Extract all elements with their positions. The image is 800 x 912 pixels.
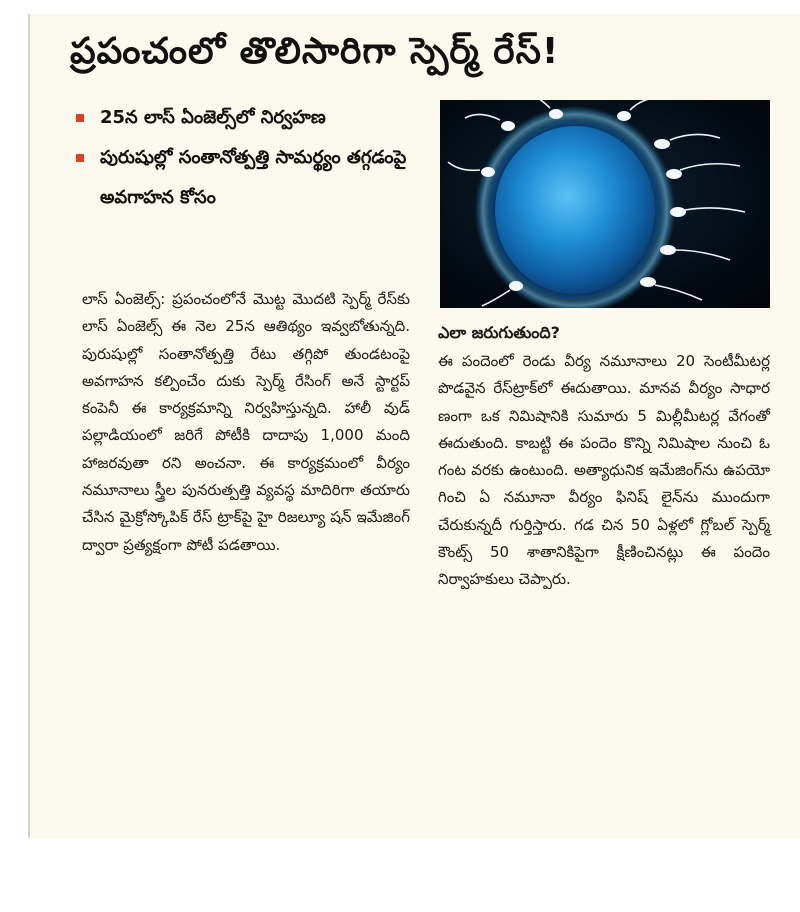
- bullet-text: పురుషుల్లో సంతానోత్పత్తి సామర్థ్యం తగ్గడంపై అవగాహన కోసం: [100, 147, 407, 208]
- bullet-item: [70, 98, 420, 138]
- article-body-right: [438, 318, 770, 594]
- sperm-egg-photo: [440, 100, 770, 308]
- headline: ప్రపంచంలో తొలిసారిగా స్పెర్మ్‌ రేస్‌!: [70, 31, 560, 72]
- bullet-item: [70, 138, 420, 218]
- bullet-list: [70, 98, 420, 218]
- section-text: ఈ పందెంలో రెండు వీర్య నమూనాలు 20 సెంటీమీటర్ల పొడవైన రేస్‌ట్రాక్‌లో ఈదుతాయి. మానవ వీర్యం సాధార ణంగా ఒక నిమిషానికి సుమారు 5 మిల్లీమీటర్ల వేగంతో ఈదుతుంది. కాబట్టి ఈ పందెం కొన్ని నిమిషాల నుంచి ఓ గంట వరకు ఉంటుంది. అత్యాధునిక ఇమేజింగ్‌ను ఉపయో గించి ఏ నమూనా వీర్యం ఫినిష్‌ లైన్‌ను ముందుగా చేరుకున్నదీ గుర్తిస్తారు. గడ చిన 50 ఏళ్లలో గ్లోబల్‌ స్పెర్మ్‌ కౌంట్స్‌ 50 శాతానికిపైగా క్షీణించినట్లు ఈ పందెం నిర్వాహకులు చెప్పారు.: [438, 352, 770, 589]
- section-subhead: ఎలా జరుగుతుంది?: [438, 323, 560, 342]
- bullet-text: 25న లాస్‌ ఏంజెల్స్‌లో నిర్వహణ: [100, 107, 326, 128]
- article-body-left: లాస్‌ ఏంజెల్స్‌: ప్రపంచంలోనే మొట్ట మొదటి స్పెర్మ్‌ రేస్‌కు లాస్‌ ఏంజెల్స్‌ ఈ నెల 25న ఆతిథ్యం ఇవ్వబోతున్నది. పురుషుల్లో సంతానోత్పత్తి రేటు తగ్గిపో తుండటంపై అవగాహన కల్పించేం దుకు స్పెర్మ్‌ రేసింగ్‌ అనే స్టార్టప్‌ కంపెనీ ఈ కార్యక్రమాన్ని నిర్వహిస్తున్నది. హాలీ వుడ్‌ పల్లాడియంలో జరిగే పోటీకి దాదాపు 1,000 మంది హాజరవుతా రని అంచనా. ఈ కార్యక్రమంలో వీర్యం నమూనాలు స్త్రీల పునరుత్పత్తి వ్యవస్థ మాదిరిగా తయారు చేసిన మైక్రోస్కోపిక్‌ రేస్‌ ట్రాక్‌పై హై రిజల్యూ షన్‌ ఇమేజింగ్‌ ద్వారా ప్రత్యక్షంగా పోటీ పడతాయి.: [82, 290, 410, 554]
- bullet-square-icon: [76, 114, 84, 122]
- egg-illustration: [440, 100, 770, 308]
- bullet-square-icon: [76, 154, 84, 162]
